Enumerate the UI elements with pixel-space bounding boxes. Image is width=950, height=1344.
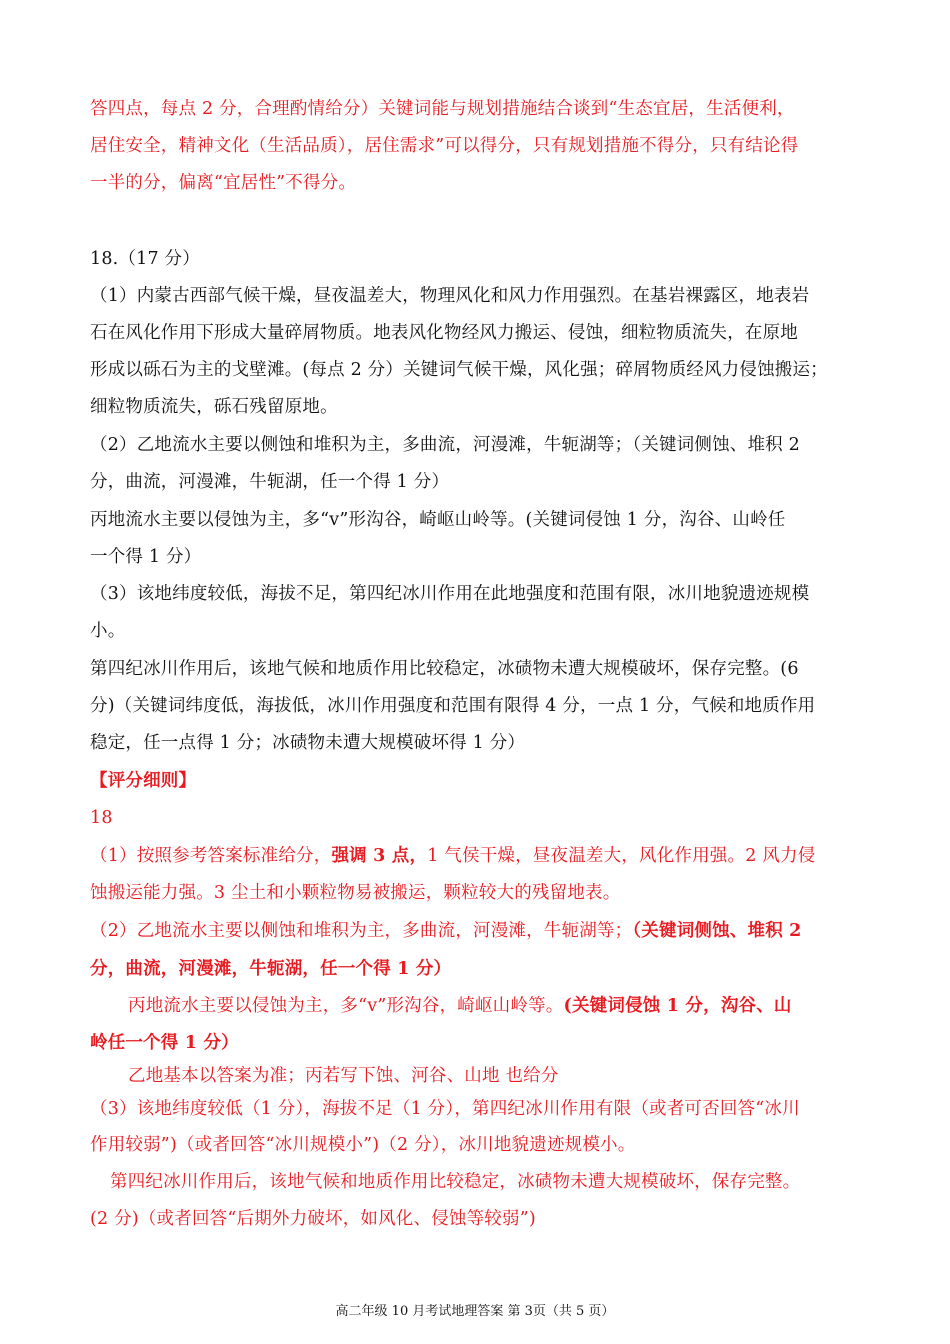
rubric-2-text-c: 丙地流水主要以侵蚀为主，多“v”形沟谷，崎岖山岭等。 — [128, 996, 564, 1016]
answer-2-line-2: 分，曲流，河漫滩，牛轭湖，任一个得 1 分） — [90, 472, 450, 492]
page-footer: 高二年级 10 月考试地理答案 第 3页（共 5 页） — [335, 1304, 615, 1319]
rubric-2-line-5: 乙地基本以答案为准；丙若写下蚀、河谷、山地 也给分 — [128, 1066, 559, 1086]
answer-3-line-1: （3）该地纬度较低，海拔不足，第四纪冰川作用在此地强度和范围有限，冰川地貌遗迹规模 — [90, 584, 810, 604]
answer-2-line-4: 一个得 1 分） — [90, 547, 202, 567]
top-rubric-line-2: 居住安全，精神文化（生活品质），居住需求”可以得分，只有规划措施不得分，只有结论得 — [90, 136, 799, 156]
answer-3-line-5: 稳定，任一点得 1 分；冰碛物未遭大规模破坏得 1 分） — [90, 733, 526, 753]
answer-1-line-3: 形成以砾石为主的戈壁滩。(每点 2 分）关键词气候干燥，风化强；碎屑物质经风力侵蚀搬运； — [90, 360, 828, 380]
rubric-2-line-4: 岭任一个得 1 分） — [90, 1033, 239, 1053]
rubric-1-line-2: 蚀搬运能力强。3 尘土和小颗粒物易被搬运，颗粒较大的残留地表。 — [90, 883, 621, 903]
rubric-3-line-2: 作用较弱”)（或者回答“冰川规模小”)（2 分），冰川地貌遗迹规模小。 — [90, 1135, 636, 1155]
top-rubric-line-3: 一半的分，偏离“宜居性”不得分。 — [90, 173, 357, 193]
rubric-3-line-3: 第四纪冰川作用后，该地气候和地质作用比较稳定，冰碛物未遭大规模破坏，保存完整。 — [110, 1172, 801, 1192]
rubric-2-line-1 — [90, 919, 802, 943]
answer-3-line-4: 分)（关键词纬度低，海拔低，冰川作用强度和范围有限得 4 分，一点 1 分，气候和地质作用 — [90, 696, 816, 716]
answer-2-line-3: 丙地流水主要以侵蚀为主，多“v”形沟谷，崎岖山岭等。(关键词侵蚀 1 分，沟谷、山岭任 — [90, 510, 786, 530]
answer-3-line-2: 小。 — [90, 621, 126, 641]
answer-1-line-4: 细粒物质流失，砾石残留原地。 — [90, 397, 338, 417]
rubric-1-line-1 — [90, 844, 815, 868]
rubric-3-line-1: （3）该地纬度较低（1 分），海拔不足（1 分），第四纪冰川作用有限（或者可否回答“冰川 — [90, 1099, 800, 1119]
top-rubric-line-1: 答四点，每点 2 分，合理酌情给分）关键词能与规划措施结合谈到“生态宜居，生活便利， — [90, 99, 795, 119]
rubric-number: 18 — [90, 808, 113, 828]
answer-1-line-2: 石在风化作用下形成大量碎屑物质。地表风化物经风力搬运、侵蚀，细粒物质流失，在原地 — [90, 323, 798, 343]
answer-1-line-1: （1）内蒙古西部气候干燥，昼夜温差大，物理风化和风力作用强烈。在基岩裸露区，地表岩 — [90, 286, 810, 306]
rubric-2-emphasis-c: (关键词侵蚀 1 分，沟谷、山 — [563, 996, 792, 1016]
rubric-2-text-a: （2）乙地流水主要以侧蚀和堆积为主，多曲流，河漫滩，牛轭湖等； — [90, 921, 633, 941]
answer-2-line-1: （2）乙地流水主要以侧蚀和堆积为主，多曲流，河漫滩，牛轭湖等；（关键词侧蚀、堆积 2 — [90, 435, 800, 455]
rubric-1-text-b: 1 气侯干燥，昼夜温差大，风化作用强。2 风力侵 — [427, 846, 816, 866]
rubric-2-line-2: 分，曲流，河漫滩，牛轭湖，任一个得 1 分） — [90, 959, 452, 979]
rubric-2-emphasis-a: （关键词侧蚀、堆积 2 — [632, 921, 802, 941]
rubric-1-text-a: （1）按照参考答案标准给分， — [90, 846, 332, 866]
rubric-1-emphasis: 强调 3 点， — [331, 846, 428, 866]
question-18-header: 18.（17 分） — [90, 249, 200, 269]
answer-3-line-3: 第四纪冰川作用后，该地气候和地质作用比较稳定，冰碛物未遭大规模破坏，保存完整。(6 — [90, 659, 799, 679]
rubric-3-line-4: (2 分)（或者回答“后期外力破坏，如风化、侵蚀等较弱”) — [90, 1209, 536, 1229]
rubric-2-line-3 — [128, 994, 792, 1018]
rubric-title: 【评分细则】 — [90, 771, 197, 791]
